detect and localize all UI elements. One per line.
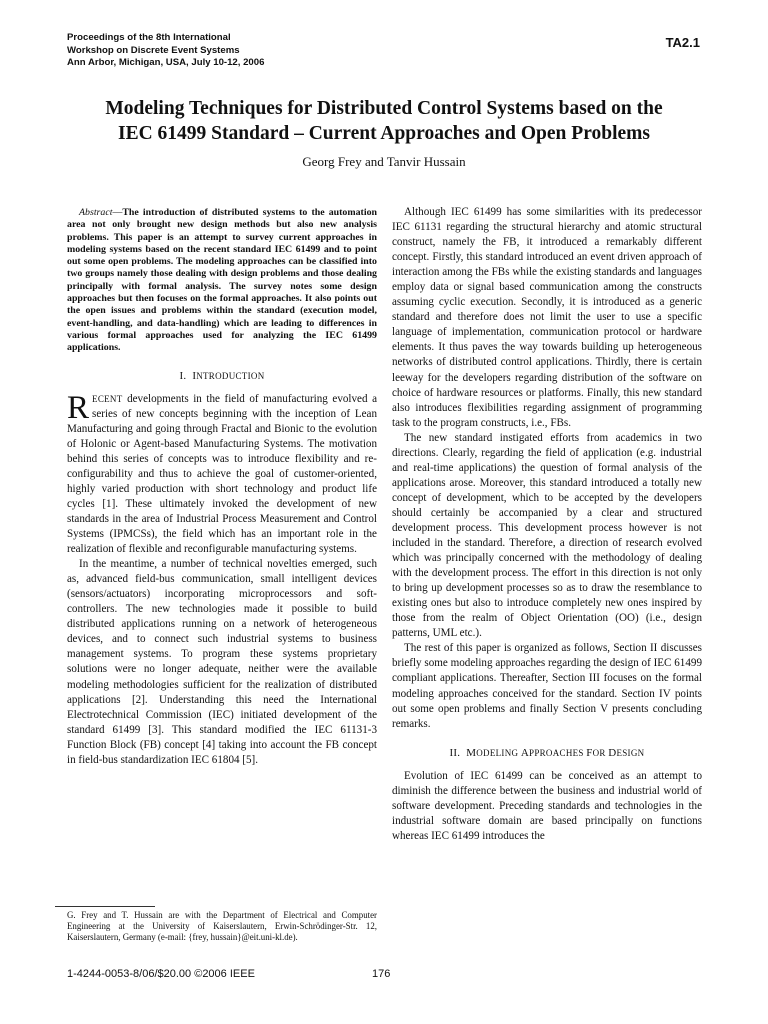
session-code: TA2.1: [665, 35, 700, 50]
section-title-part: PPROACHES: [529, 747, 587, 758]
author-footnote: [67, 906, 377, 944]
conference-info: [67, 32, 387, 70]
section-title-part: F: [586, 746, 593, 759]
page-number: 176: [372, 968, 391, 980]
section-title-part: ODELING: [476, 747, 521, 758]
right-paragraph-2: The new standard instigated efforts from academics in two directions. Clearly, regarding the field of application (e.g. industrial and real-time applications) the question of formal analysis of the applications arose. Moreover, this standard introduced a totally new concept of development, which to be accepted by the developers should certainly be accompanied by a clear and structured development process. This development process however is not included in the standard. Therefore, a direction of research evolved which was principally concerned with the methodology of dealing with the development process. The effort in this direction is not only to bring up development processes so as to draw the resemblance to existing ones but also to introduce completely new ones inspired by those from the realm of Object Orientation (OO) (i.e., design patterns, UML etc.).: [392, 431, 702, 640]
section-title-part: ESIGN: [616, 747, 645, 758]
right-paragraph-4: Evolution of IEC 61499 can be conceived as an attempt to diminish the difference between the business and industrial world of software development. Preceding standards and technologies in the industrial software domain are based principally on functions whereas IEC 61499 introduces the: [392, 769, 702, 842]
conference-line: Workshop on Discrete Event Systems: [67, 44, 240, 56]
section-title-initial: I: [192, 369, 197, 382]
abstract: [67, 207, 377, 355]
intro-paragraph-2: In the meantime, a number of technical novelties emerged, such as, advanced field-bus communication, small intelligent devices (sensors/actuators) incorporating microprocessors and soft-controllers. The new technologies made it possible to build distributed applications running on a network of heterogeneous devices, and to connect such industrial systems to business management systems. To program these systems proprietary solutions were no longer adequate, neither were the available modeling methodologies sufficient for the realization of distributed applications [2]. Understanding this need the International Electrotechnical Commission (IEC) initiated development of the standard 61499 [3]. This standard modified the IEC 61131-3 Function Block (FB) concept [4] taking into account the FB concept in field-bus standardization IEC 61804 [5].: [67, 558, 377, 766]
title-line: Modeling Techniques for Distributed Control Systems based on the: [105, 98, 663, 119]
right-column: [392, 205, 702, 844]
paper-title: [60, 96, 708, 146]
drop-cap: R: [67, 389, 90, 426]
conference-line: Proceedings of the 8th International: [67, 32, 231, 43]
section-title-part: D: [608, 746, 617, 759]
title-line: IEC 61499 Standard – Current Approaches and Open Problems: [118, 123, 650, 144]
section-title-part: M: [466, 746, 477, 759]
isbn-footer: 1-4244-0053-8/06/$20.00 ©2006 IEEE: [67, 968, 255, 980]
right-paragraph-3: The rest of this paper is organized as follows, Section II discusses briefly some modeling approaches regarding the design of IEC 61499 compliant applications. Thereafter, Section III focuses on the formal modeling approaches conceived for the standard. Section IV points out some open problems and finally Section V presents concluding remarks.: [392, 642, 702, 730]
section-title-part: OR: [592, 747, 609, 758]
intro-p1-text: developments in the field of manufacturing evolved a series of new concepts beginning with the inception of Lean Manufacturing and going through Fractal and Bionic to the evolution of Holonic or Agent-based Manufacturing Systems. The motivation behind this series of concepts was to introduce flexibility and re-configurability and thus to achieve the goal of customer-oriented, highly varied production with short technology and product life cycles [1]. These ultimately invoked the development of new standards in the area of Industrial Process Measurement and Control Systems (IPMCSs), the field which has an important role in the realization of flexible and reconfigurable manufacturing systems.: [67, 392, 377, 556]
section-heading-modeling-approaches: [392, 746, 702, 761]
section-title-part: A: [520, 746, 530, 759]
intro-paragraph-1: [67, 389, 377, 558]
left-column: [67, 205, 377, 768]
authors: Georg Frey and Tanvir Hussain: [302, 154, 466, 169]
conference-line: Ann Arbor, Michigan, USA, July 10-12, 2006: [67, 57, 265, 68]
section-number: I.: [179, 369, 187, 382]
footnote-rule: [55, 906, 155, 907]
section-heading-introduction: [67, 369, 377, 384]
lead-small-caps: ECENT: [92, 393, 123, 404]
abstract-lead: Abstract: [79, 207, 113, 218]
section-number: II.: [449, 746, 461, 759]
footnote-text: G. Frey and T. Hussain are with the Department of Electrical and Computer Engineering at the University of Kaiserslautern, Erwin-Schrödinger-Str. 12, Kaiserslautern, Germany (e-mail: {frey, hussain}@eit.uni-kl.de).: [67, 910, 377, 943]
right-paragraph-1: Although IEC 61499 has some similarities with its predecessor IEC 61131 regarding the structural hierarchy and atomic structural construct, namely the FB, it introduced a remarkably different concept. Firstly, this standard introduced an event driven approach of interaction among the FBs while the existing standards and languages employ data or signal based communication among the constructs assuming cyclic execution. Secondly, it is introduced as a generic standard and therefore does not limit the user to use a specific language of implementation, communication protocol or hardware elements. It thus paves the way towards building up heterogeneous networks of distributed control applications. Thirdly, there is certain leeway for the developers regarding distribution of the software on choice of hardware resources or platforms. Finally, this new standard also introduces flexibilities regarding assignment of programming task to the program constructs, i.e., FBs.: [392, 206, 702, 429]
abstract-dash: —: [112, 207, 123, 218]
section-title-rest: NTRODUCTION: [196, 370, 265, 381]
abstract-text: The introduction of distributed systems to the automation area not only brought new design methods but also new analysis problems. This paper is an attempt to survey current approaches in modeling systems based on the recent standard IEC 61499 and to point out some open problems. The modeling approaches can be classified into two groups namely those dealing with design problems and those dealing principally with formal analysis. The survey notes some design approaches but then focuses on the formal approaches. It also points out the open issues and problems within the standard (execution model, event-handling, and data-handling) which are leading to differences in various formal approaches used for analyzing the IEC 61499 applications.: [67, 207, 377, 354]
